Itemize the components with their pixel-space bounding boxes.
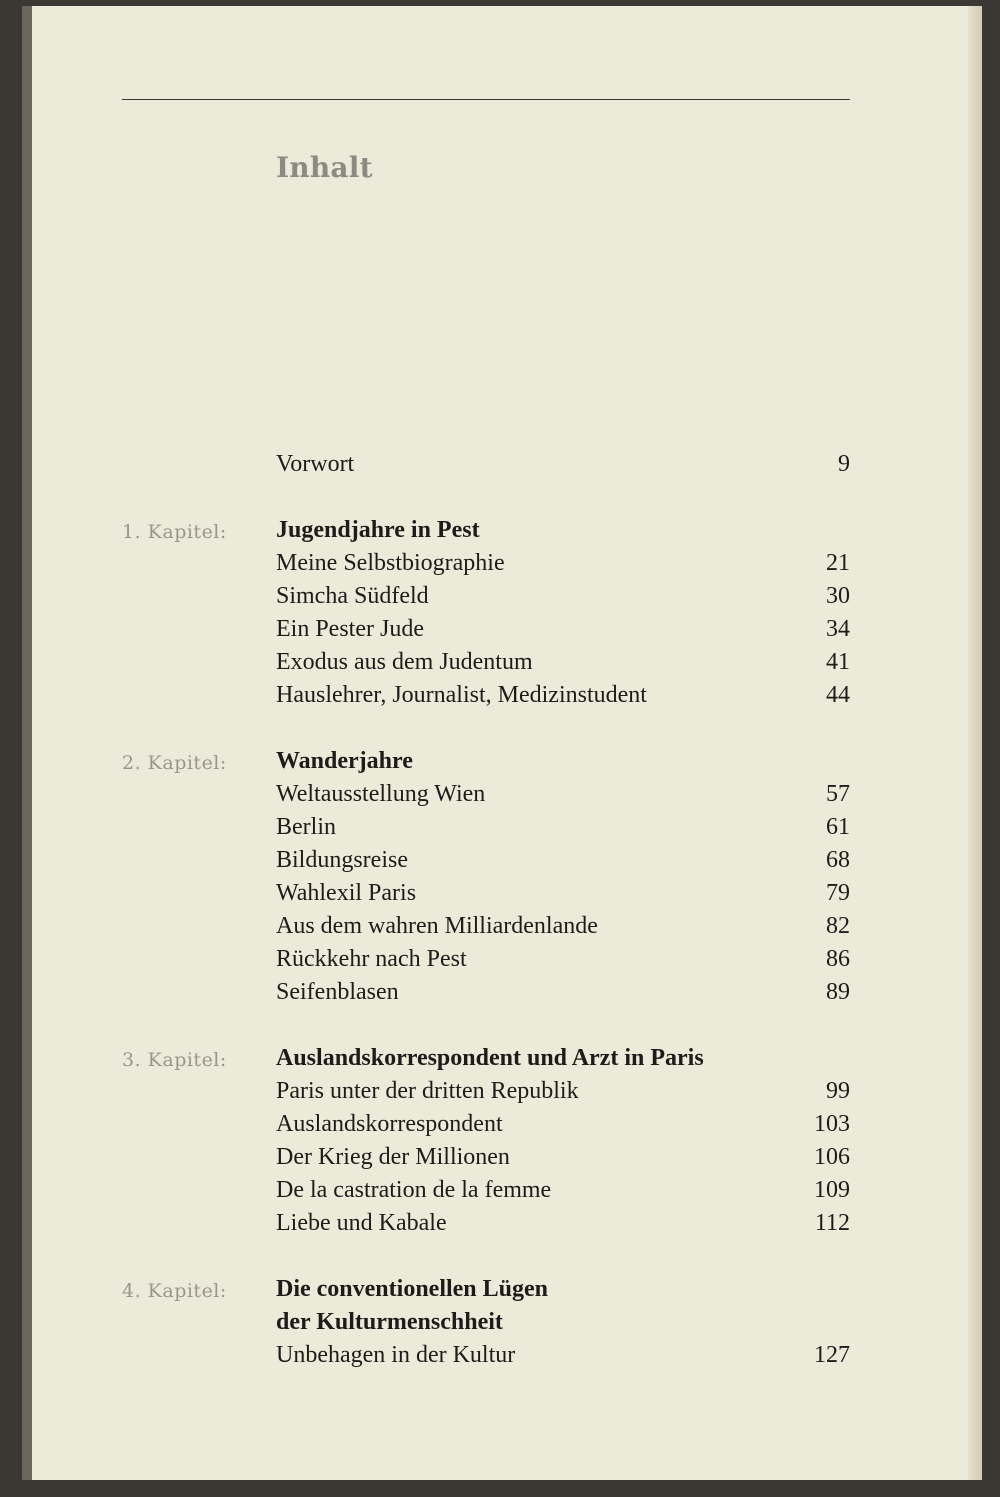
toc-entry-title: Wahlexil Paris — [276, 880, 417, 906]
toc-entry — [122, 913, 850, 946]
toc-entry — [122, 583, 850, 616]
toc-entry-page: 112 — [814, 1210, 850, 1236]
toc-entry — [122, 880, 850, 913]
toc-entry-page: 99 — [826, 1078, 850, 1104]
toc-entry-title: Weltausstellung Wien — [276, 781, 486, 807]
table-of-contents — [32, 6, 982, 1480]
toc-entry-title: Liebe und Kabale — [276, 1210, 447, 1236]
chapter-title: Auslandskorrespondent und Arzt in Paris — [276, 1045, 704, 1071]
chapter-label: 1. Kapitel: — [122, 521, 227, 543]
toc-entry-title: Auslandskorrespondent — [276, 1111, 503, 1137]
toc-entry-title: Berlin — [276, 814, 336, 840]
chapter-title: Wanderjahre — [276, 748, 413, 774]
toc-entry — [122, 1342, 850, 1375]
toc-entry-title: Vorwort — [276, 451, 355, 477]
toc-entry-page: 106 — [814, 1144, 850, 1170]
toc-entry-title: Paris unter der dritten Republik — [276, 1078, 579, 1104]
toc-entry-title: Seifenblasen — [276, 979, 399, 1005]
toc-entry — [122, 1177, 850, 1210]
toc-entry-title: Meine Selbstbiographie — [276, 550, 505, 576]
toc-entry-page: 109 — [814, 1177, 850, 1203]
chapter-label: 3. Kapitel: — [122, 1049, 227, 1071]
toc-entry — [122, 781, 850, 814]
toc-entry-page: 127 — [814, 1342, 850, 1368]
toc-entry-page: 82 — [826, 913, 850, 939]
toc-entry-title: Unbehagen in der Kultur — [276, 1342, 516, 1368]
toc-entry-title: Bildungsreise — [276, 847, 408, 873]
toc-entry-page: 61 — [826, 814, 850, 840]
page-title: Inhalt — [276, 151, 373, 184]
toc-entry-title: Aus dem wahren Milliardenlande — [276, 913, 598, 939]
toc-entry-title: Simcha Südfeld — [276, 583, 429, 609]
toc-entry-page: 89 — [826, 979, 850, 1005]
toc-entry-page: 44 — [826, 682, 850, 708]
toc-entry-page: 79 — [826, 880, 850, 906]
chapter-heading — [122, 517, 850, 550]
toc-entry — [122, 649, 850, 682]
chapter-heading — [122, 748, 850, 781]
book-page — [22, 6, 982, 1480]
chapter-heading — [122, 1309, 850, 1342]
chapter-title: der Kulturmenschheit — [276, 1309, 503, 1335]
chapter-title: Die conventionellen Lügen — [276, 1276, 549, 1302]
toc-entry-title: Hauslehrer, Journalist, Medizinstudent — [276, 682, 647, 708]
chapter-heading — [122, 1276, 850, 1309]
toc-entry — [122, 1111, 850, 1144]
toc-entry — [122, 1144, 850, 1177]
toc-entry-page: 34 — [826, 616, 850, 642]
toc-entry-page: 41 — [826, 649, 850, 675]
toc-entry-page: 21 — [826, 550, 850, 576]
chapter-label: 2. Kapitel: — [122, 752, 227, 774]
toc-entry — [122, 550, 850, 583]
toc-entry — [122, 616, 850, 649]
toc-entry-title: Ein Pester Jude — [276, 616, 424, 642]
toc-entry — [122, 814, 850, 847]
toc-entry — [122, 847, 850, 880]
toc-entry-page: 86 — [826, 946, 850, 972]
toc-entry-page: 103 — [814, 1111, 850, 1137]
toc-entry-title: Rückkehr nach Pest — [276, 946, 467, 972]
toc-entry — [122, 979, 850, 1012]
toc-entry-page: 57 — [826, 781, 850, 807]
toc-entry-foreword — [122, 451, 850, 484]
toc-entry-title: Exodus aus dem Judentum — [276, 649, 533, 675]
chapter-heading — [122, 1045, 850, 1078]
toc-entry-page: 9 — [838, 451, 850, 477]
toc-entry — [122, 1210, 850, 1243]
toc-entry-title: Der Krieg der Millionen — [276, 1144, 510, 1170]
chapter-title: Jugendjahre in Pest — [276, 517, 480, 543]
toc-entry — [122, 946, 850, 979]
toc-entry-page: 30 — [826, 583, 850, 609]
chapter-label: 4. Kapitel: — [122, 1280, 227, 1302]
toc-entry — [122, 1078, 850, 1111]
toc-entry-page: 68 — [826, 847, 850, 873]
toc-entry-title: De la castration de la femme — [276, 1177, 552, 1203]
toc-entry — [122, 682, 850, 715]
